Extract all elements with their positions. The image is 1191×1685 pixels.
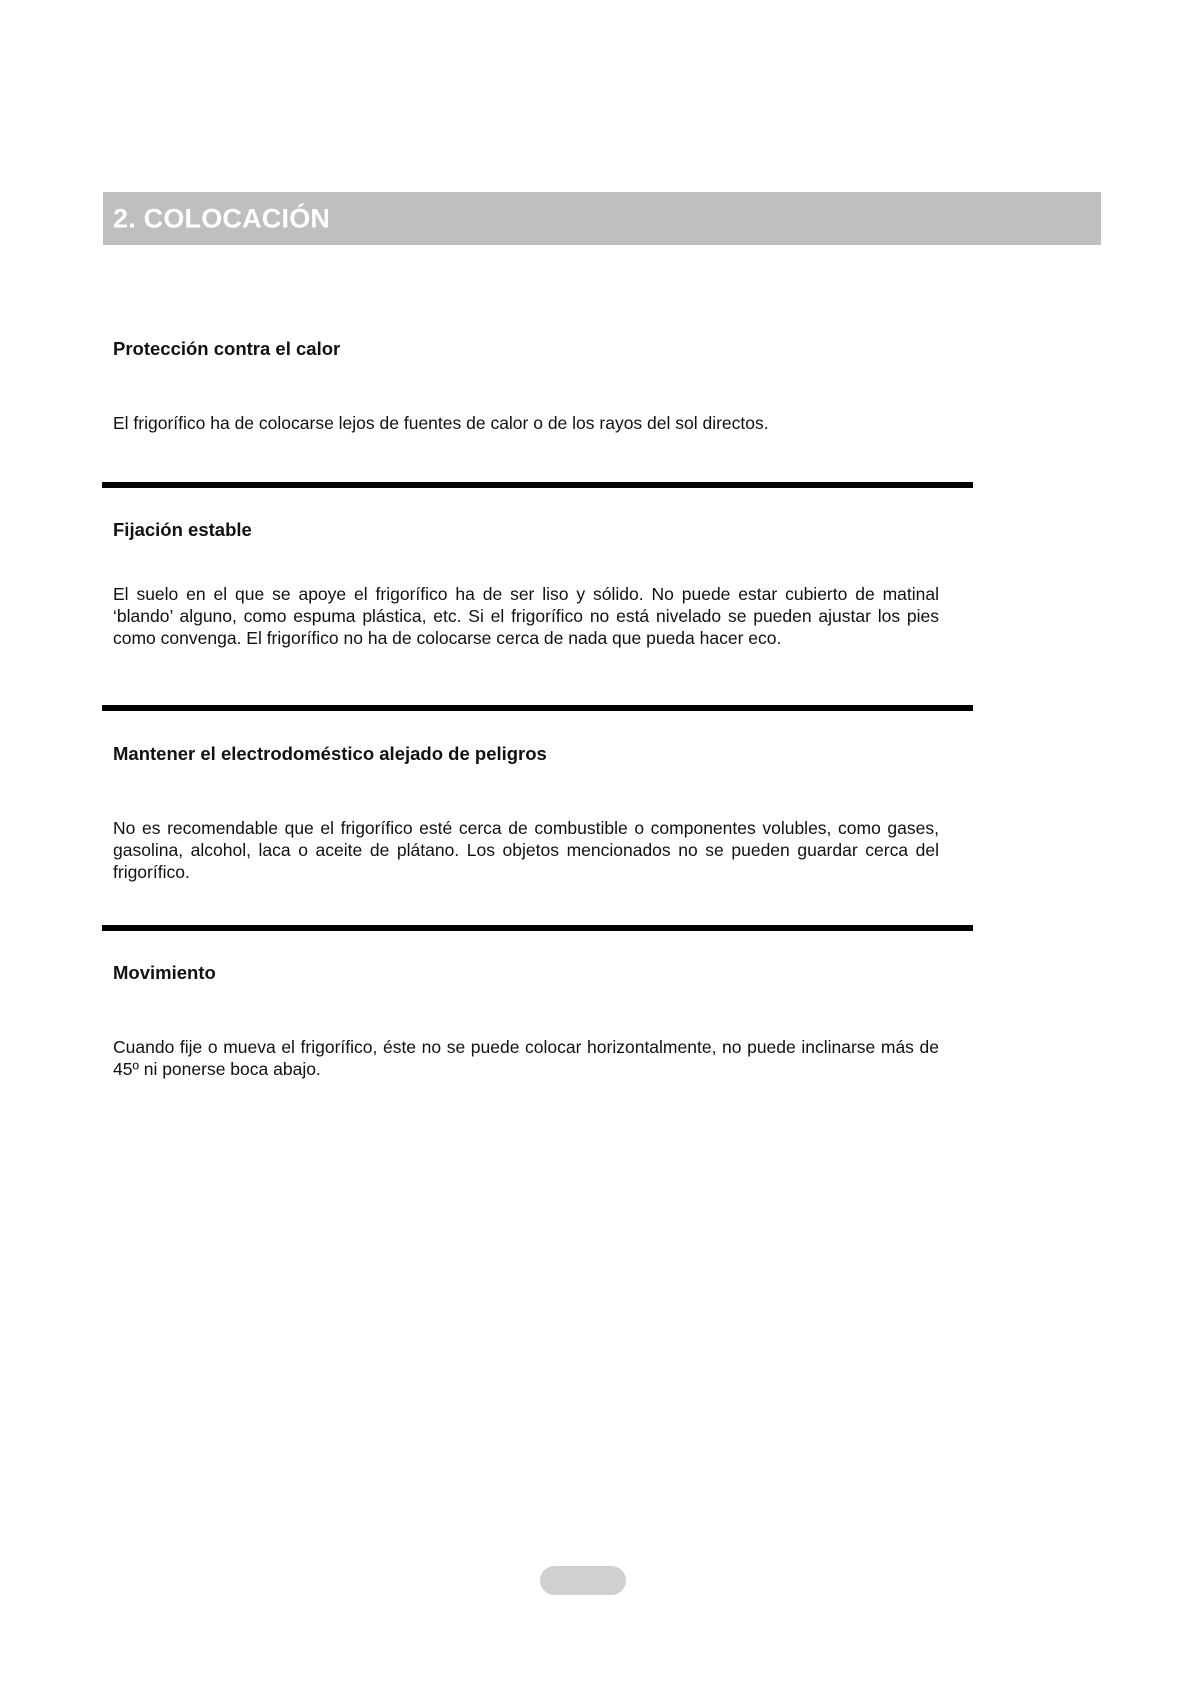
subsection-stable-fixing [113, 519, 939, 649]
subsection-body: Cuando fije o mueva el frigorífico, éste no se puede colocar horizontalmente, no puede inclinarse más de 45º ni ponerse boca abajo. [113, 1037, 939, 1079]
subsection-movement [113, 962, 939, 1080]
section-title: 2. COLOCACIÓN [113, 203, 331, 233]
section-divider [102, 482, 973, 488]
subsection-body: El suelo en el que se apoye el frigorífico ha de ser liso y sólido. No puede estar cubierto de matinal ‘blando’ alguno, como espuma plástica, etc. Si el frigorífico no está nivelado se pueden ajustar los pies como convenga. El frigorífico no ha de colocarse cerca de nada que pueda hacer eco. [113, 584, 939, 648]
subsection-body: El frigorífico ha de colocarse lejos de fuentes de calor o de los rayos del sol directos. [113, 413, 769, 433]
section-divider [102, 705, 973, 711]
subsection-body: No es recomendable que el frigorífico esté cerca de combustible o componentes volubles, como gases, gasolina, alcohol, laca o aceite de plátano. Los objetos mencionados no se pueden guardar cerca del frigorífico. [113, 818, 939, 882]
subsection-heading: Movimiento [113, 962, 216, 983]
subsection-heading: Fijación estable [113, 519, 252, 540]
page-number-tab [540, 1566, 626, 1595]
section-banner [103, 192, 1101, 245]
subsection-heading: Protección contra el calor [113, 338, 341, 359]
subsection-heat-protection [113, 338, 939, 434]
subsection-heading: Mantener el electrodoméstico alejado de peligros [113, 743, 547, 764]
subsection-hazards [113, 743, 939, 883]
section-divider [102, 925, 973, 931]
